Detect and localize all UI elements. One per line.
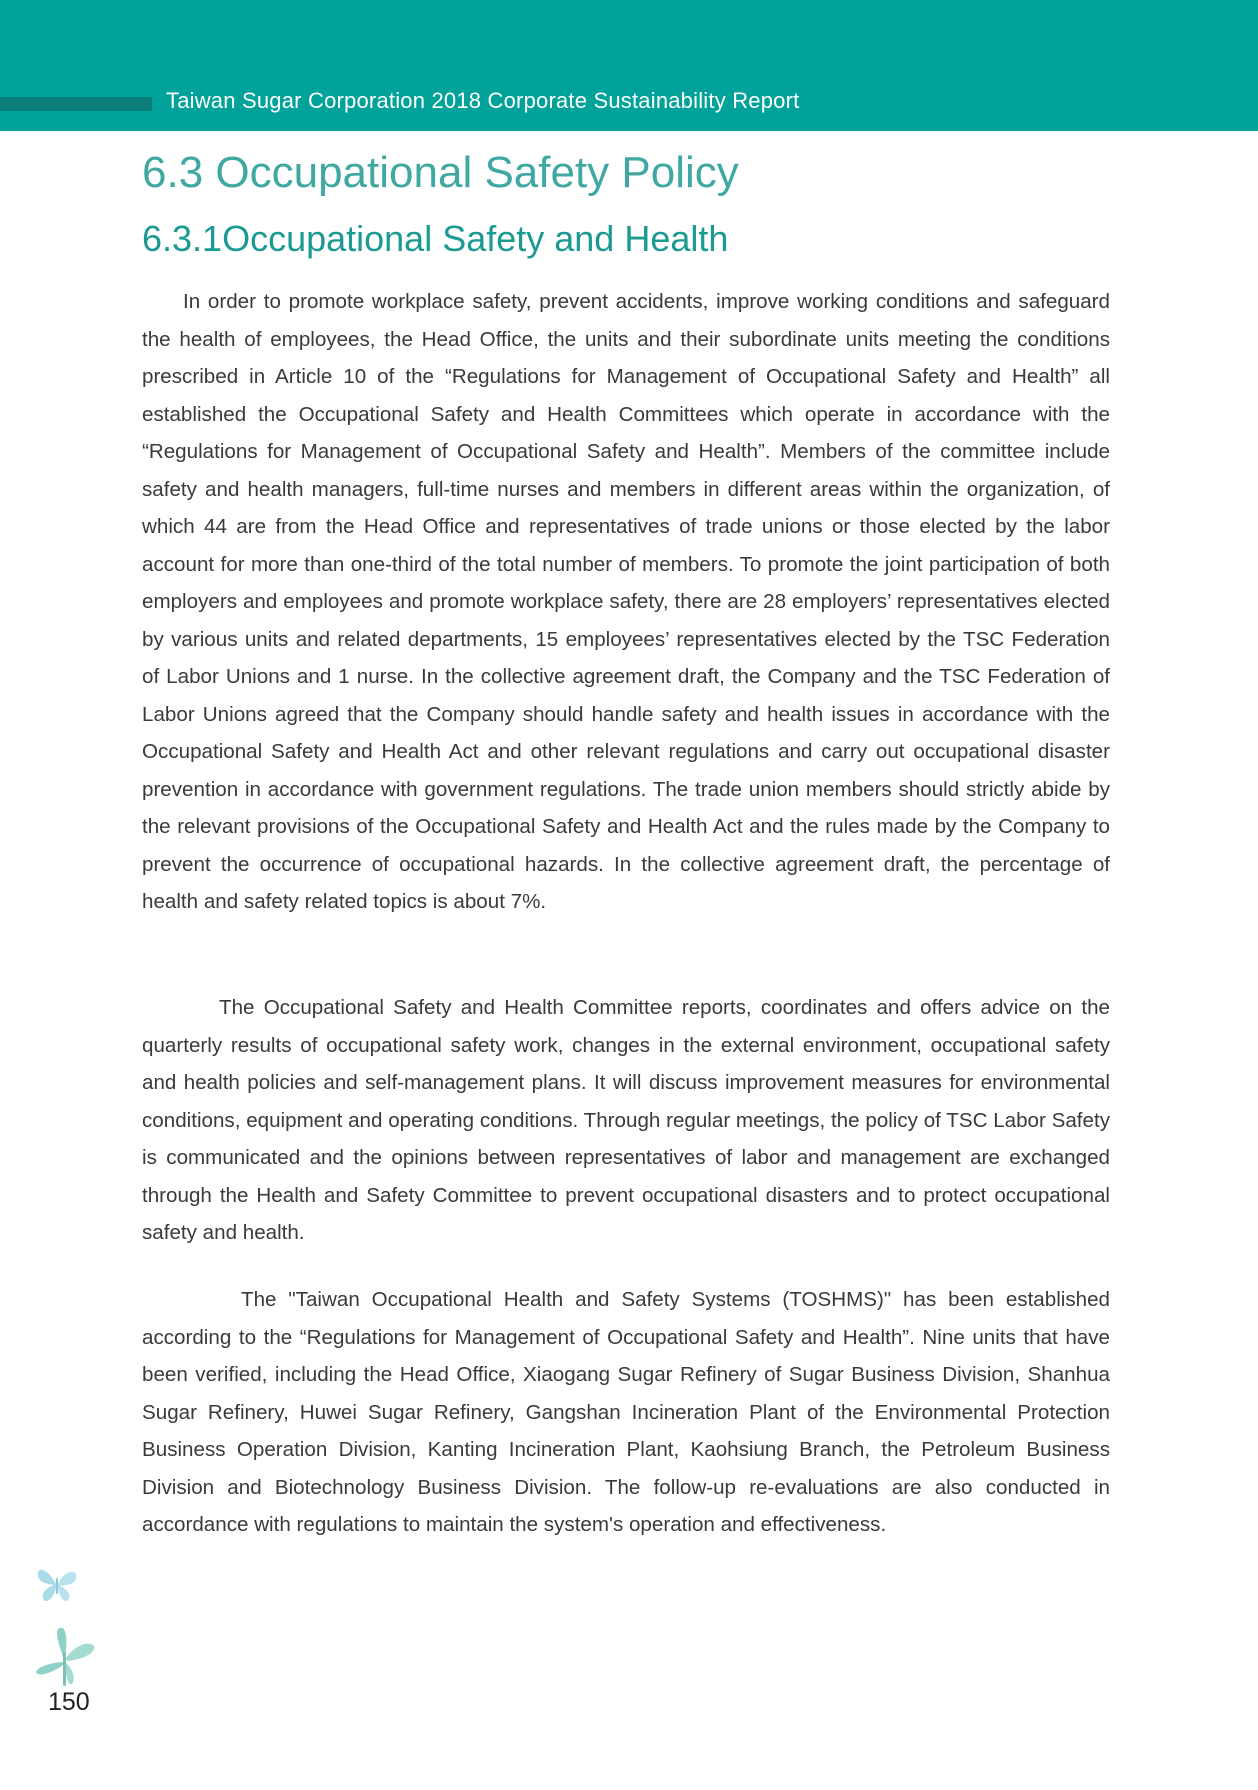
paragraph-committee: In order to promote workplace safety, prevent accidents, improve working conditions and safeguard the health of employees, the Head Office, the units and their subordinate units meeting the conditions prescribed in Article 10 of the “Regulations for Management of Occupational Safety and Health” all established the Occupational Safety and Health Committees which operate in accordance with the “Regulations for Management of Occupational Safety and Health”. Members of the committee include safety and health managers, full-time nurses and members in different areas within the organization, of which 44 are from the Head Office and representatives of trade unions or those elected by the labor account for more than one-third of the total number of members. To promote the joint participation of both employers and employees and promote workplace safety, there are 28 employers’ representatives elected by various units and related departments, 15 employees’ representatives elected by the TSC Federation of Labor Unions and 1 nurse. In the collective agreement draft, the Company and the TSC Federation of Labor Unions agreed that the Company should handle safety and health issues in accordance with the Occupational Safety and Health Act and other relevant regulations and carry out occupational disaster prevention in accordance with government regulations. The trade union members should strictly abide by the relevant provisions of the Occupational Safety and Health Act and the rules made by the Company to prevent the occurrence of occupational hazards. In the collective agreement draft, the percentage of health and safety related topics is about 7%. [142,290,1110,913]
report-title: Taiwan Sugar Corporation 2018 Corporate Sustainability Report [166,88,800,113]
section-subtitle: 6.3.1Occupational Safety and Health [142,218,729,259]
header-accent-bar [0,97,152,111]
paragraph-committee-reports: The Occupational Safety and Health Committee reports, coordinates and offers advice on the quarterly results of occupational safety work, changes in the external environment, occupational safety and health policies and self-management plans. It will discuss improvement measures for environmental conditions, equipment and operating conditions. Through regular meetings, the policy of TSC Labor Safety is communicated and the opinions between representatives of labor and management are exchanged through the Health and Safety Committee to prevent occupational disasters and to protect occupational safety and health. [142,996,1110,1244]
butterfly-icon [34,1564,80,1604]
page-number: 150 [48,1688,90,1716]
paragraph-toshms: The "Taiwan Occupational Health and Safety Systems (TOSHMS)" has been established according to the “Regulations for Management of Occupational Safety and Health”. Nine units that have been verified, including the Head Office, Xiaogang Sugar Refinery of Sugar Business Division, Shanhua Sugar Refinery, Huwei Sugar Refinery, Gangshan Incineration Plant of the Environmental Protection Business Operation Division, Kanting Incineration Plant, Kaohsiung Branch, the Petroleum Business Division and Biotechnology Business Division. The follow-up re-evaluations are also conducted in accordance with regulations to maintain the system's operation and effectiveness. [142,1288,1110,1536]
butterfly-icon [34,1626,96,1688]
section-title: 6.3 Occupational Safety Policy [142,148,739,197]
